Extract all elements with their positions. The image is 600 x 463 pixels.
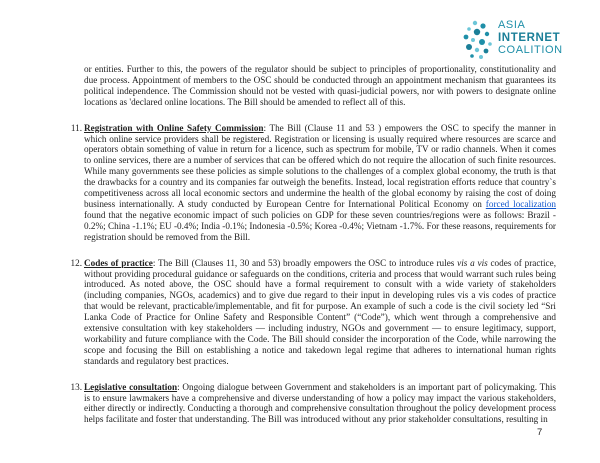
- item-title: Legislative consultation: [84, 381, 178, 392]
- item-text: : The Bill (Clauses 11, 30 and 53) broadly empowers the OSC to introduce rules: [152, 257, 458, 268]
- page-number: 7: [537, 427, 543, 438]
- item-text-continued: codes of practice, without providing procedural guidance or safeguards on the conditions, criteria and process that would warrant such rules being introduced. As noted above, the OSC should have a formal requirement to consult with a wide variety of stakeholders (including companies, NGOs, academics) and to give due regard to their input in developing rules vis a vis codes of practice that would be relevant, practicable/implementable, and fit for purpose. An example of such a code is the civil society led “Sri Lanka Code of Practice for Online Safety and Responsible Content” (“Code”), which went through a comprehensive and extensive consultation with key stakeholders — including industry, NGOs and government — to ensure legitimacy, support, workability and future compliance with the Code. The Bill should consider the incorporation of the Code, while narrowing the scope and focusing the Bill on establishing a notice and takedown legal regime that adheres to international human rights standards and regulatory best practices.: [84, 257, 556, 366]
- forced-localization-link[interactable]: forced localization: [485, 198, 557, 209]
- item-title: Registration with Online Safety Commission: [84, 122, 264, 133]
- list-item-codes-of-practice: [70, 257, 556, 367]
- item-text-continued: found that the negative economic impact of such policies on GDP for these seven countries/regions were as follows: Brazil - 0.2%; China -1.1%; EU -0.4%; India -0.1%; Indonesia -0.5%; Korea -0.4%; Vietnam -1.7%. For these reasons, requirements for registration should be removed from the Bill.: [84, 209, 556, 242]
- list-item-legislative-consultation: [70, 381, 556, 426]
- item-number: 13.: [70, 381, 82, 392]
- item-number: 12.: [70, 257, 82, 268]
- continuation-paragraph: or entities. Further to this, the powers of the regulator should be subject to principles of proportionality, constitutionality and due process. Appointment of members to the OSC should be conducted through an appointment mechanism that guarantees its political independence. The Commission should not be vested with quasi-judicial powers, nor with powers to designate online locations as 'declared online locations. The Bill should be amended to reflect all of this.: [84, 64, 556, 107]
- logo-line-coalition: COALITION: [498, 44, 563, 56]
- document-body: [70, 64, 557, 440]
- list-item-registration: [70, 122, 557, 243]
- logo-line-asia: ASIA: [498, 19, 526, 31]
- logo-line-internet: INTERNET: [498, 31, 561, 44]
- item-text-italic: vis a vis: [457, 257, 488, 268]
- logo-wordmark: [498, 19, 563, 57]
- item-title: Codes of practice: [84, 257, 153, 268]
- item-number: 11.: [70, 122, 82, 133]
- item-text: : Ongoing dialogue between Government and stakeholders is an important part of policymaking. This is to ensure lawmakers have a comprehensive and diverse understanding of how a policy may impact the various stakeholders, either directly or indirectly. Conducting a thorough and comprehensive consultation throughout the policy development process helps facilitate and foster that understanding. The Bill was introduced without any prior stakeholder consultations, resulting in: [84, 381, 556, 425]
- asia-internet-coalition-logo: [462, 18, 582, 68]
- network-dots-icon: [462, 20, 494, 60]
- item-text: : The Bill (Clause 11 and 53 ) empowers the OSC to specify the manner in which online service providers shall be registered. Registration or licensing is usually required where resources are scarce and operators obtain something of value in return for a licence, such as spectrum for mobile, TV or radio channels. When it comes to online services, there are a number of services that can be offered which do not require the allocation of such finite resources. While many governments see these policies as simple solutions to the challenges of a complex global economy, the truth is that the drawbacks for a country and its companies far outweigh the benefits. Instead, local registration efforts reduce that country`s competitiveness across all local economic sectors and undermine the health of the global economy by raising the cost of doing business internationally. A study conducted by European Centre for International Political Economy on: [84, 122, 556, 209]
